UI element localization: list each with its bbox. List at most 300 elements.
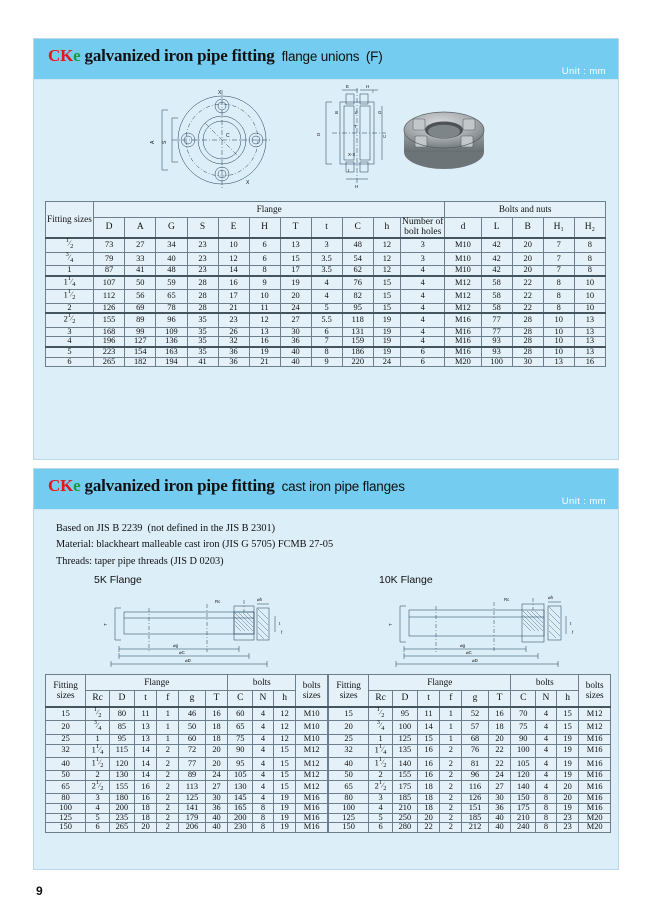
svg-text:d: d bbox=[355, 110, 358, 115]
cell-C: 175 bbox=[511, 804, 536, 814]
cell-S: 35 bbox=[187, 337, 218, 347]
th-C-10k: C bbox=[511, 691, 536, 708]
table-row bbox=[329, 757, 611, 770]
cell-bolt: M16 bbox=[579, 757, 611, 770]
cell-d: M10 bbox=[445, 238, 481, 252]
cell-t: 11 bbox=[134, 707, 157, 721]
cell-T: 20 bbox=[488, 734, 511, 744]
cell-N: 8 bbox=[536, 794, 557, 804]
table-row bbox=[329, 804, 611, 814]
cell-D: 112 bbox=[93, 290, 124, 303]
cell-fitting-size: 25 bbox=[329, 734, 369, 744]
table2b-group-header-row bbox=[329, 675, 611, 691]
cell-bolt: M12 bbox=[579, 721, 611, 734]
cast-iron-flanges-10k-table bbox=[328, 674, 611, 833]
cell-N: 8 bbox=[536, 823, 557, 833]
flange-unions-table bbox=[45, 201, 606, 367]
cell-C: 75 bbox=[511, 721, 536, 734]
cell-t: 16 bbox=[134, 794, 157, 804]
cell-G: 163 bbox=[156, 347, 187, 357]
cell-D: 87 bbox=[93, 266, 124, 276]
cell-H: 9 bbox=[249, 276, 280, 290]
svg-text:X: X bbox=[246, 180, 250, 186]
cell-h: 19 bbox=[273, 794, 296, 804]
cell-C: 230 bbox=[228, 823, 253, 833]
cell-fitting-size: 40 bbox=[46, 757, 86, 770]
cell-N: 8 bbox=[253, 813, 274, 823]
cell-S: 28 bbox=[187, 290, 218, 303]
cell-D: 80 bbox=[109, 707, 134, 721]
cell-holes: 4 bbox=[400, 327, 444, 337]
th-D-10k: D bbox=[392, 691, 417, 708]
svg-text:⌀D: ⌀D bbox=[472, 658, 478, 663]
cell-S: 23 bbox=[187, 266, 218, 276]
table1-body bbox=[46, 238, 606, 366]
cell-bolt: M10 bbox=[296, 707, 328, 721]
cell-C: 220 bbox=[342, 357, 373, 367]
cell-fitting-size: 50 bbox=[329, 771, 369, 781]
spec-line-standard: Based on JIS B 2239 (not defined in the JIS B 2301) bbox=[56, 523, 276, 534]
cell-S: 35 bbox=[187, 347, 218, 357]
cell-holes: 3 bbox=[400, 252, 444, 265]
cell-h: 15 bbox=[273, 781, 296, 794]
cell-H: 16 bbox=[249, 337, 280, 347]
cell-G: 109 bbox=[156, 327, 187, 337]
cell-D: 95 bbox=[109, 734, 134, 744]
svg-text:G: G bbox=[378, 110, 382, 115]
cell-E: 12 bbox=[218, 252, 249, 265]
svg-text:f: f bbox=[281, 630, 283, 635]
cell-B: 30 bbox=[512, 357, 543, 367]
th-d: d bbox=[445, 218, 481, 239]
cell-bolt: M16 bbox=[296, 804, 328, 814]
cell-f: 1 bbox=[440, 734, 462, 744]
cell-C: 200 bbox=[228, 813, 253, 823]
cell-T: 18 bbox=[488, 721, 511, 734]
cell-D: 79 bbox=[93, 252, 124, 265]
th-T-10k: T bbox=[488, 691, 511, 708]
cell-H1: 7 bbox=[543, 252, 574, 265]
svg-text:T: T bbox=[354, 124, 357, 129]
section1-subtitle: flange unions (F) bbox=[281, 49, 383, 64]
th-H: H bbox=[249, 218, 280, 239]
cell-B: 20 bbox=[512, 238, 543, 252]
cell-g: 81 bbox=[462, 757, 489, 770]
cell-h: 15 bbox=[373, 290, 400, 303]
th-g-5k: g bbox=[179, 691, 206, 708]
cell-N: 4 bbox=[253, 781, 274, 794]
cell-h: 12 bbox=[273, 707, 296, 721]
cell-N: 4 bbox=[253, 744, 274, 757]
cell-t: 16 bbox=[417, 771, 440, 781]
cell-T: 24 bbox=[280, 303, 311, 313]
cell-bolt: M16 bbox=[579, 744, 611, 757]
cell-fitting-size: 20 bbox=[46, 721, 86, 734]
th-C-5k: C bbox=[228, 691, 253, 708]
cell-T: 36 bbox=[205, 804, 228, 814]
cell-holes: 4 bbox=[400, 313, 444, 327]
cell-t: 8 bbox=[311, 347, 342, 357]
cell-H1: 7 bbox=[543, 238, 574, 252]
cell-f: 2 bbox=[440, 804, 462, 814]
th-flange-group-10k: Flange bbox=[369, 675, 511, 691]
cell-g: 72 bbox=[179, 744, 206, 757]
cell-h: 15 bbox=[273, 744, 296, 757]
cell-t: 14 bbox=[417, 721, 440, 734]
cell-L: 42 bbox=[481, 266, 512, 276]
cell-h: 12 bbox=[373, 266, 400, 276]
svg-text:⌀C: ⌀C bbox=[466, 650, 472, 655]
cell-C: 165 bbox=[228, 804, 253, 814]
cell-T: 22 bbox=[488, 744, 511, 757]
cell-fitting-size: 25 bbox=[46, 734, 86, 744]
brand-ck-2: CK bbox=[48, 476, 74, 495]
cell-C: 62 bbox=[342, 266, 373, 276]
cell-fitting-size: $1^1⁄_2$ bbox=[46, 290, 94, 303]
cell-T: 36 bbox=[280, 337, 311, 347]
section1-header-bar bbox=[34, 39, 618, 80]
svg-text:t: t bbox=[570, 621, 572, 626]
cell-D: 107 bbox=[93, 276, 124, 290]
spec-line-threads: Threads: taper pipe threads (JIS D 0203) bbox=[56, 555, 224, 567]
svg-text:E: E bbox=[346, 84, 349, 89]
svg-text:⌀h: ⌀h bbox=[257, 597, 263, 602]
brand-e: e bbox=[73, 46, 81, 65]
cell-B: 22 bbox=[512, 303, 543, 313]
cell-T: 18 bbox=[205, 734, 228, 744]
cell-fitting-size: 32 bbox=[46, 744, 86, 757]
cell-B: 28 bbox=[512, 337, 543, 347]
table2a-body bbox=[46, 707, 328, 832]
cell-L: 58 bbox=[481, 290, 512, 303]
cell-fitting-size: 6 bbox=[46, 357, 94, 367]
cell-S: 35 bbox=[187, 313, 218, 327]
cell-C: 100 bbox=[511, 744, 536, 757]
cell-Rc: 6 bbox=[86, 823, 110, 833]
cell-f: 1 bbox=[157, 734, 179, 744]
cell-C: 145 bbox=[228, 794, 253, 804]
cell-H1: 8 bbox=[543, 303, 574, 313]
cell-H1: 10 bbox=[543, 347, 574, 357]
cell-T: 40 bbox=[488, 813, 511, 823]
cell-bolt: M16 bbox=[579, 781, 611, 794]
brand-ck: CK bbox=[48, 46, 74, 65]
cell-fitting-size: $^1⁄_2$ bbox=[46, 238, 94, 252]
th-flange-group-5k: Flange bbox=[86, 675, 228, 691]
th-B: B bbox=[512, 218, 543, 239]
th-C: C bbox=[342, 218, 373, 239]
cell-D: 115 bbox=[109, 744, 134, 757]
cell-Rc: $^3⁄_4$ bbox=[86, 721, 110, 734]
cell-A: 99 bbox=[125, 327, 156, 337]
cell-bolt: M12 bbox=[296, 757, 328, 770]
th-h: h bbox=[373, 218, 400, 239]
cell-h: 19 bbox=[373, 313, 400, 327]
cell-h: 15 bbox=[273, 771, 296, 781]
cell-h: 12 bbox=[373, 252, 400, 265]
cell-E: 32 bbox=[218, 337, 249, 347]
cell-t: 6 bbox=[311, 327, 342, 337]
cell-t: 11 bbox=[417, 707, 440, 721]
cell-f: 2 bbox=[157, 771, 179, 781]
cell-h: 15 bbox=[373, 276, 400, 290]
cell-D: 155 bbox=[392, 771, 417, 781]
svg-text:t: t bbox=[348, 168, 350, 173]
cell-D: 155 bbox=[93, 313, 124, 327]
cell-bolt: M12 bbox=[296, 744, 328, 757]
cell-H: 6 bbox=[249, 252, 280, 265]
cell-H1: 10 bbox=[543, 313, 574, 327]
svg-text:Rc: Rc bbox=[504, 597, 510, 602]
cell-H2: 13 bbox=[574, 337, 605, 347]
page-number: 9 bbox=[36, 884, 43, 898]
cell-bolt: M20 bbox=[579, 813, 611, 823]
th-D-5k: D bbox=[109, 691, 134, 708]
cell-A: 27 bbox=[125, 238, 156, 252]
cell-G: 65 bbox=[156, 290, 187, 303]
cell-E: 23 bbox=[218, 313, 249, 327]
cell-h: 24 bbox=[373, 357, 400, 367]
table-row bbox=[46, 303, 606, 313]
cell-fitting-size: 4 bbox=[46, 337, 94, 347]
cell-T: 27 bbox=[488, 781, 511, 794]
cell-T: 27 bbox=[280, 313, 311, 327]
cell-D: 185 bbox=[392, 794, 417, 804]
th-N-10k: N bbox=[536, 691, 557, 708]
th-h-10k: h bbox=[556, 691, 579, 708]
cell-B: 28 bbox=[512, 347, 543, 357]
cell-H2: 16 bbox=[574, 357, 605, 367]
cell-H2: 10 bbox=[574, 290, 605, 303]
section1-unit-label: Unit : mm bbox=[561, 66, 606, 77]
brand-e-2: e bbox=[73, 476, 81, 495]
cell-C: 60 bbox=[228, 707, 253, 721]
table-row bbox=[46, 276, 606, 290]
svg-text:X-X: X-X bbox=[348, 152, 356, 157]
cell-C: 95 bbox=[228, 757, 253, 770]
cell-g: 125 bbox=[179, 794, 206, 804]
cell-B: 20 bbox=[512, 266, 543, 276]
cell-H: 11 bbox=[249, 303, 280, 313]
cell-Rc: 4 bbox=[369, 804, 393, 814]
cell-t: 18 bbox=[417, 781, 440, 794]
cell-t: 14 bbox=[134, 771, 157, 781]
cell-h: 12 bbox=[273, 721, 296, 734]
th-E: E bbox=[218, 218, 249, 239]
cell-fitting-size: 2 bbox=[46, 303, 94, 313]
cell-h: 19 bbox=[556, 804, 579, 814]
cell-Rc: 6 bbox=[369, 823, 393, 833]
cell-fitting-size: 125 bbox=[46, 813, 86, 823]
cell-N: 8 bbox=[253, 804, 274, 814]
cell-C: 159 bbox=[342, 337, 373, 347]
cell-t: 18 bbox=[134, 813, 157, 823]
cell-f: 2 bbox=[440, 781, 462, 794]
cell-S: 23 bbox=[187, 238, 218, 252]
cell-H: 19 bbox=[249, 347, 280, 357]
cell-H2: 13 bbox=[574, 327, 605, 337]
cell-Rc: 1 bbox=[86, 734, 110, 744]
svg-text:⌀D: ⌀D bbox=[185, 658, 191, 663]
cell-G: 194 bbox=[156, 357, 187, 367]
cell-T: 40 bbox=[205, 823, 228, 833]
cell-fitting-size: 32 bbox=[329, 744, 369, 757]
cell-d: M10 bbox=[445, 266, 481, 276]
cell-H: 21 bbox=[249, 357, 280, 367]
table2b-column-header-row bbox=[329, 691, 611, 708]
cell-f: 2 bbox=[440, 757, 462, 770]
cell-C: 54 bbox=[342, 252, 373, 265]
cell-D: 85 bbox=[109, 721, 134, 734]
cell-bolt: M10 bbox=[296, 734, 328, 744]
cell-N: 4 bbox=[253, 794, 274, 804]
cell-B: 28 bbox=[512, 313, 543, 327]
cell-H2: 8 bbox=[574, 266, 605, 276]
cell-H1: 8 bbox=[543, 276, 574, 290]
cell-C: 186 bbox=[342, 347, 373, 357]
cell-t: 16 bbox=[417, 757, 440, 770]
cell-H: 13 bbox=[249, 327, 280, 337]
cell-t: 9 bbox=[311, 357, 342, 367]
cell-D: 175 bbox=[392, 781, 417, 794]
cell-D: 125 bbox=[392, 734, 417, 744]
cell-H2: 10 bbox=[574, 303, 605, 313]
cell-fitting-size: 150 bbox=[46, 823, 86, 833]
cell-T: 30 bbox=[280, 327, 311, 337]
table-row bbox=[46, 757, 328, 770]
cell-d: M16 bbox=[445, 337, 481, 347]
table-row bbox=[46, 823, 328, 833]
table-row bbox=[329, 734, 611, 744]
cell-C: 75 bbox=[228, 734, 253, 744]
cell-t: 14 bbox=[134, 744, 157, 757]
cell-C: 90 bbox=[511, 734, 536, 744]
th-G: G bbox=[156, 218, 187, 239]
cell-D: 235 bbox=[109, 813, 134, 823]
cell-g: 179 bbox=[179, 813, 206, 823]
cell-H1: 10 bbox=[543, 337, 574, 347]
cell-L: 93 bbox=[481, 347, 512, 357]
svg-text:D: D bbox=[316, 132, 321, 136]
th-fitting-sizes-5k: Fitting sizes bbox=[46, 675, 86, 708]
cell-C: 118 bbox=[342, 313, 373, 327]
cell-h: 15 bbox=[373, 303, 400, 313]
cell-t: 15 bbox=[417, 734, 440, 744]
cell-G: 136 bbox=[156, 337, 187, 347]
cell-f: 1 bbox=[440, 721, 462, 734]
cell-D: 140 bbox=[392, 757, 417, 770]
cell-D: 155 bbox=[109, 781, 134, 794]
cell-holes: 4 bbox=[400, 266, 444, 276]
cell-H: 10 bbox=[249, 290, 280, 303]
cell-N: 4 bbox=[253, 734, 274, 744]
cell-g: 52 bbox=[462, 707, 489, 721]
cell-C: 120 bbox=[511, 771, 536, 781]
cell-E: 10 bbox=[218, 238, 249, 252]
cell-T: 27 bbox=[205, 781, 228, 794]
cell-C: 95 bbox=[342, 303, 373, 313]
cell-D: 180 bbox=[109, 794, 134, 804]
cell-T: 20 bbox=[205, 744, 228, 757]
cell-h: 12 bbox=[373, 238, 400, 252]
svg-text:X: X bbox=[218, 90, 222, 96]
svg-text:C: C bbox=[382, 134, 387, 138]
cell-T: 40 bbox=[280, 347, 311, 357]
th-t: t bbox=[311, 218, 342, 239]
cell-fitting-size: 3 bbox=[46, 327, 94, 337]
cell-h: 15 bbox=[556, 707, 579, 721]
cell-T: 24 bbox=[488, 771, 511, 781]
table-row bbox=[46, 804, 328, 814]
cell-T: 20 bbox=[205, 757, 228, 770]
cell-Rc: 3 bbox=[86, 794, 110, 804]
cell-fitting-size: 20 bbox=[329, 721, 369, 734]
cell-t: 3 bbox=[311, 238, 342, 252]
cell-f: 2 bbox=[440, 771, 462, 781]
cell-g: 68 bbox=[462, 734, 489, 744]
cell-L: 58 bbox=[481, 303, 512, 313]
cell-S: 28 bbox=[187, 303, 218, 313]
cell-t: 3.5 bbox=[311, 252, 342, 265]
cell-C: 105 bbox=[511, 757, 536, 770]
cell-Rc: $2^1⁄_2$ bbox=[369, 781, 393, 794]
cell-L: 93 bbox=[481, 337, 512, 347]
cell-bolt: M10 bbox=[296, 721, 328, 734]
cell-d: M20 bbox=[445, 357, 481, 367]
cell-N: 4 bbox=[536, 734, 557, 744]
svg-text:f: f bbox=[572, 630, 574, 635]
th-Rc-10k: Rc bbox=[369, 691, 393, 708]
cell-C: 131 bbox=[342, 327, 373, 337]
cell-h: 19 bbox=[556, 734, 579, 744]
flange-10k-section-drawing bbox=[374, 594, 579, 674]
cell-N: 4 bbox=[536, 781, 557, 794]
cell-bolt: M12 bbox=[579, 707, 611, 721]
th-bolts-nuts-group: Bolts and nuts bbox=[445, 202, 606, 218]
section-cast-iron-pipe-flanges bbox=[33, 468, 619, 870]
cell-t: 20 bbox=[134, 823, 157, 833]
cell-L: 100 bbox=[481, 357, 512, 367]
cell-fitting-size: $^3⁄_4$ bbox=[46, 252, 94, 265]
th-T: T bbox=[280, 218, 311, 239]
cell-Rc: $^1⁄_2$ bbox=[369, 707, 393, 721]
th-fitting-sizes-10k: Fitting sizes bbox=[329, 675, 369, 708]
flange-union-product-photo bbox=[389, 90, 499, 187]
cell-T: 40 bbox=[488, 823, 511, 833]
cell-D: 95 bbox=[392, 707, 417, 721]
cell-A: 127 bbox=[125, 337, 156, 347]
cell-fitting-size: 65 bbox=[329, 781, 369, 794]
cell-E: 36 bbox=[218, 357, 249, 367]
cell-g: 206 bbox=[179, 823, 206, 833]
cell-fitting-size: 100 bbox=[46, 804, 86, 814]
table1-group-header-row bbox=[46, 202, 606, 218]
cell-g: 151 bbox=[462, 804, 489, 814]
th-t-5k: t bbox=[134, 691, 157, 708]
svg-text:C: C bbox=[226, 133, 230, 139]
cell-T: 22 bbox=[488, 757, 511, 770]
cell-D: 280 bbox=[392, 823, 417, 833]
cell-C: 48 bbox=[342, 238, 373, 252]
svg-text:⌀g: ⌀g bbox=[173, 643, 179, 648]
cell-Rc: 4 bbox=[86, 804, 110, 814]
cell-E: 21 bbox=[218, 303, 249, 313]
cell-H1: 13 bbox=[543, 357, 574, 367]
svg-text:t: t bbox=[279, 621, 281, 626]
cell-g: 212 bbox=[462, 823, 489, 833]
cell-f: 2 bbox=[440, 744, 462, 757]
cell-C: 82 bbox=[342, 290, 373, 303]
